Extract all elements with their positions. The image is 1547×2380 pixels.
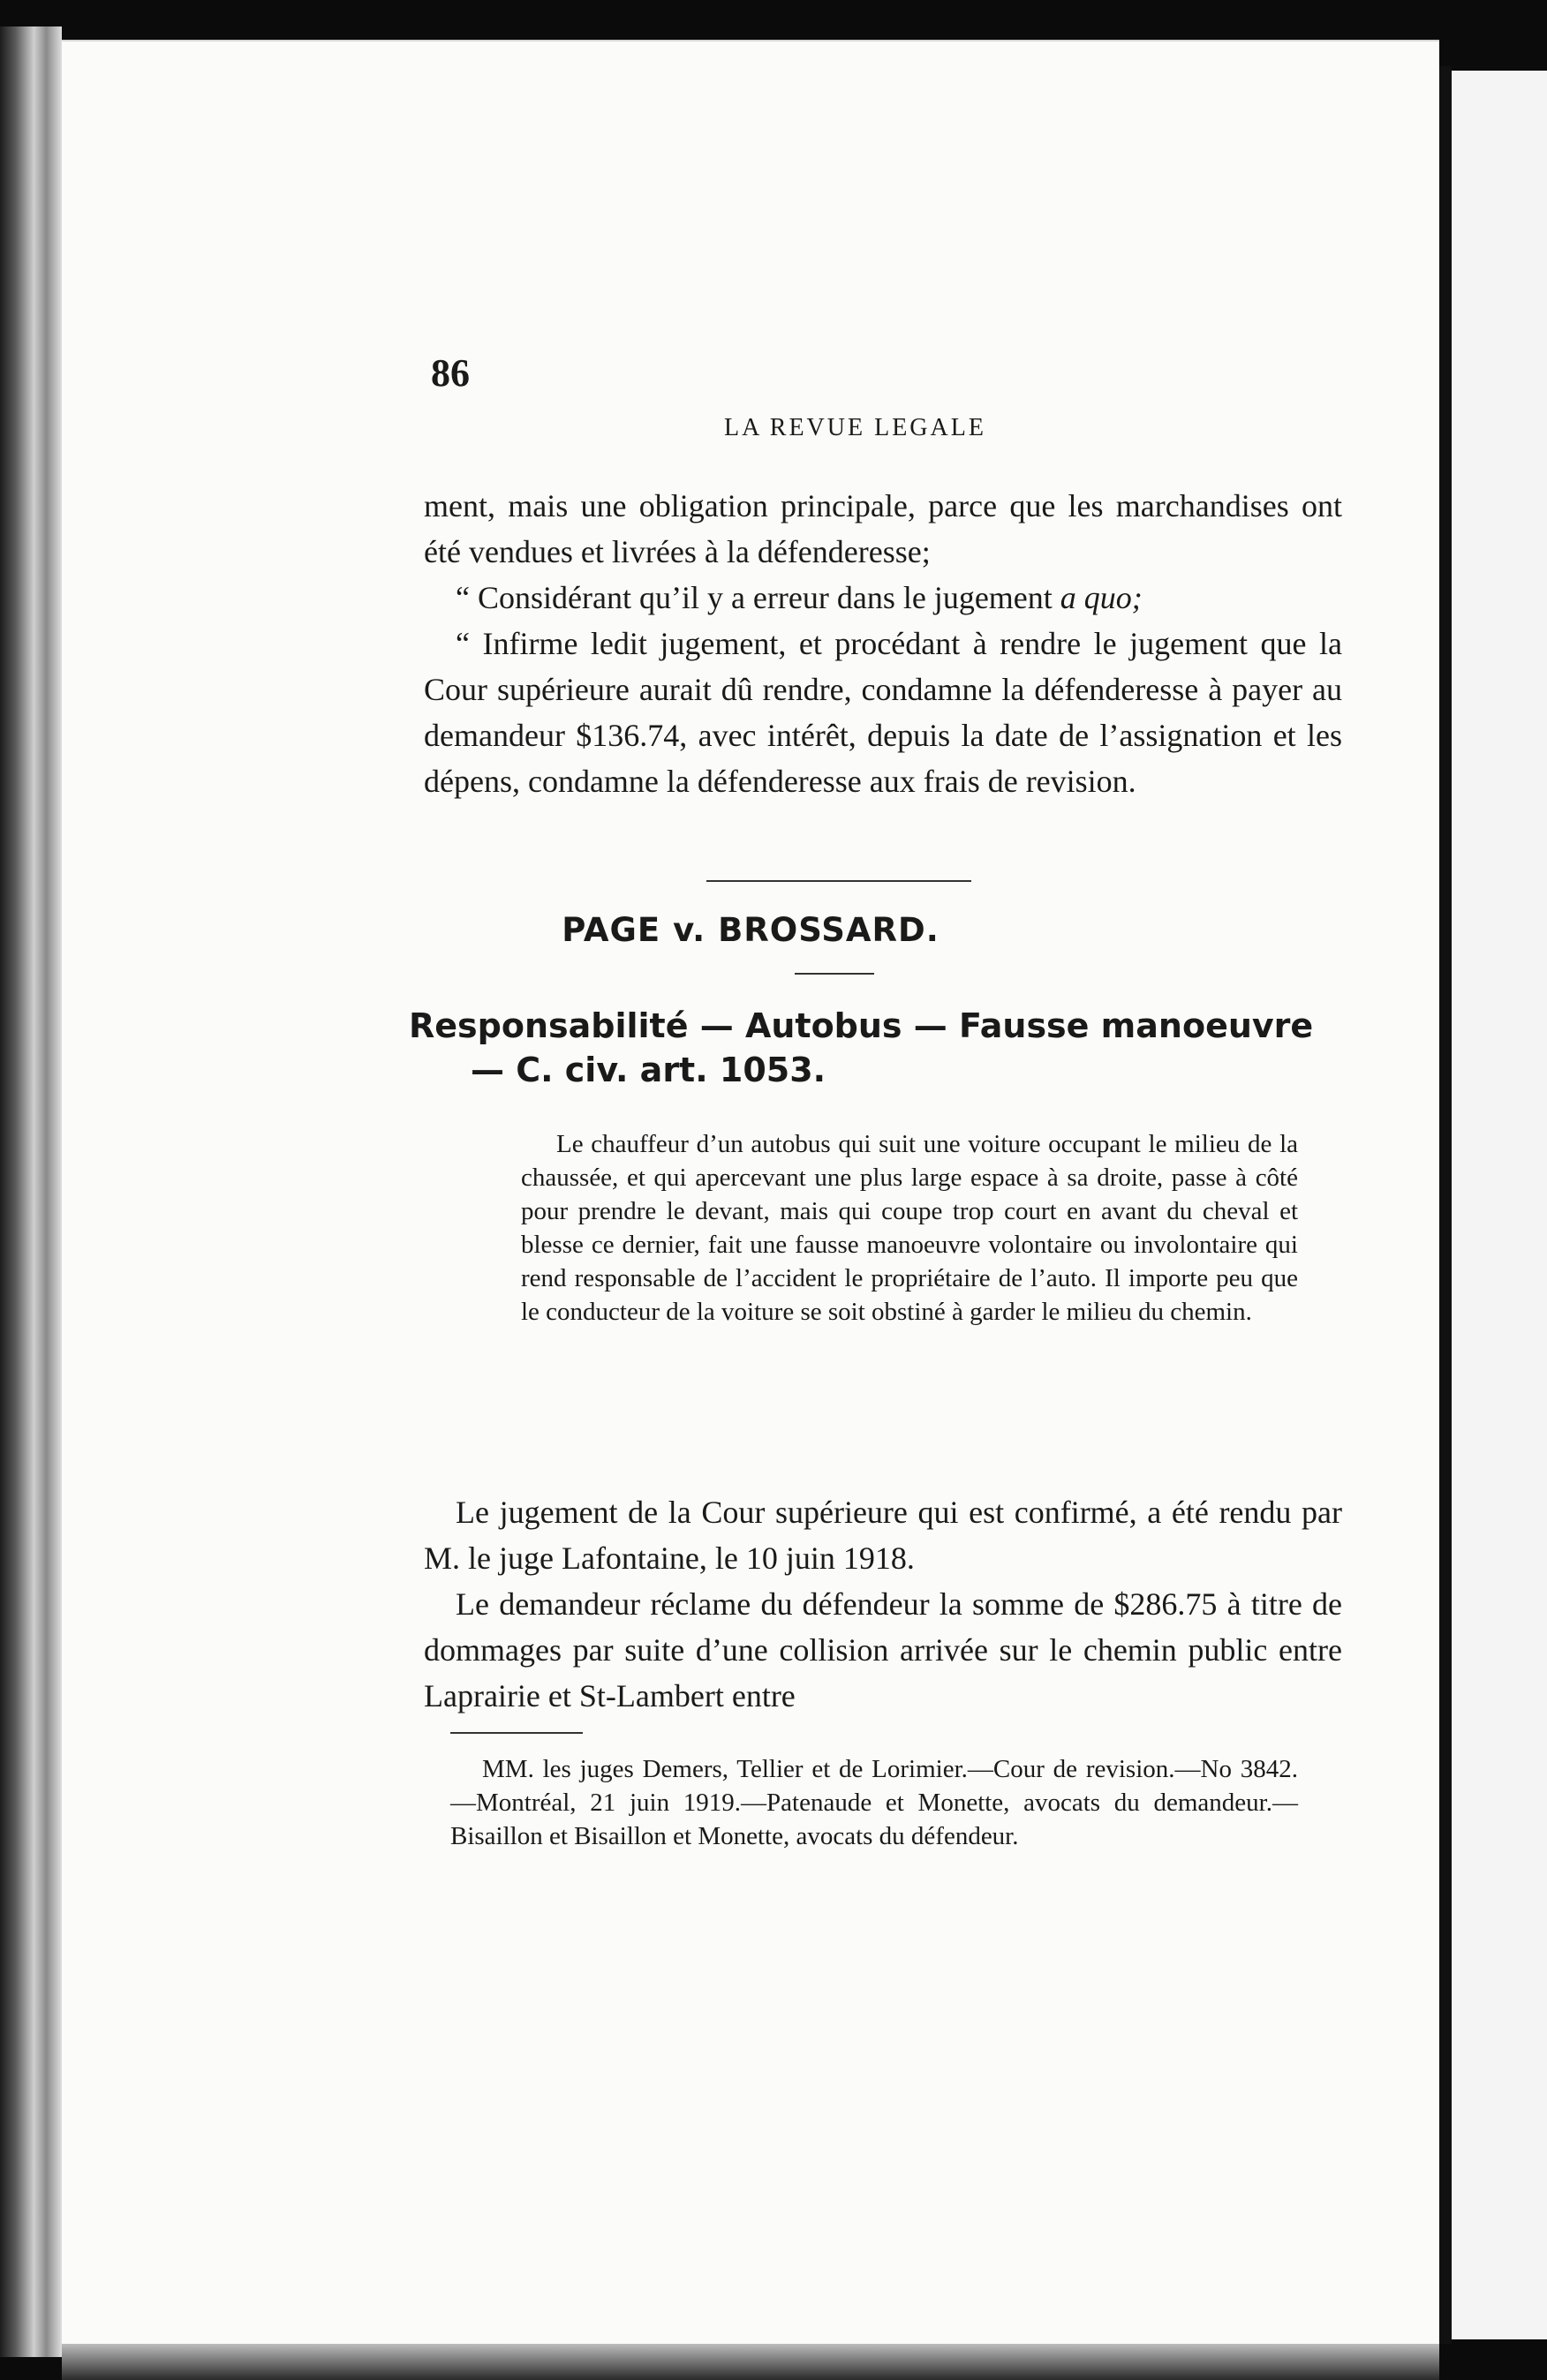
book-spine-edge [0,26,62,2357]
page-bottom-shadow [62,2344,1439,2380]
considerant-text: “ Considérant qu’il y a erreur dans le jugement [456,580,1060,615]
headnote: Le chauffeur d’un autobus qui suit une voiture occupant le milieu de la chaussée, et qui apercevant une plus large espace à sa droite, passe à côté pour prendre le devant, mais qui coupe trop court en avant du cheval et blesse ce dernier, fait une fausse manoeuvre volontaire ou involontaire qui rend responsable de l’accident le propriétaire de l’auto. Il importe peu que le conducteur de la voiture se soit obstiné à garder le milieu du chemin. [521,1130,1298,1326]
footnote-rule [450,1732,583,1734]
book-page [62,40,1439,2354]
running-head: LA REVUE LEGALE [724,414,986,441]
infirme-paragraph: “ Infirme ledit jugement, et procédant à rendre le jugement que la Cour supérieure aurait dû rendre, condamne la défenderesse à payer au demandeur $136.74, avec intérêt, depuis la date de l’assignation et les dépens, condamne la défenderesse aux frais de revision. [424,626,1342,799]
case-title: PAGE v. BROSSARD. [562,911,940,949]
case-topic: Responsabilité — Autobus — Fausse manoeuvre — C. civ. art. 1053. [409,1006,1314,1089]
title-underline [795,973,874,975]
latin-term: a quo; [1060,580,1143,615]
page-gutter [1439,66,1452,2344]
footnote: MM. les juges Demers, Tellier et de Lorimier.—Cour de revision.—No 3842.—Montréal, 21 juin 1919.—Patenaude et Monette, avocats du demandeur.—Bisaillon et Bisaillon et Monette, avocats du défendeur. [450,1755,1298,1850]
considerant-paragraph [424,575,1342,621]
page-number: 86 [431,351,470,395]
continued-paragraph: ment, mais une obligation principale, parce que les marchandises ont été vendues et livrées à la défenderesse; [424,488,1342,569]
adjacent-page-edge [1452,71,1547,2339]
section-divider [706,880,971,882]
claim-paragraph: Le demandeur réclame du défendeur la somme de $286.75 à titre de dommages par suite d’une collision arrivée sur le chemin public entre Laprairie et St-Lambert entre [424,1586,1342,1713]
judgment-paragraph: Le jugement de la Cour supérieure qui est confirmé, a été rendu par M. le juge Lafontaine, le 10 juin 1918. [424,1495,1342,1576]
